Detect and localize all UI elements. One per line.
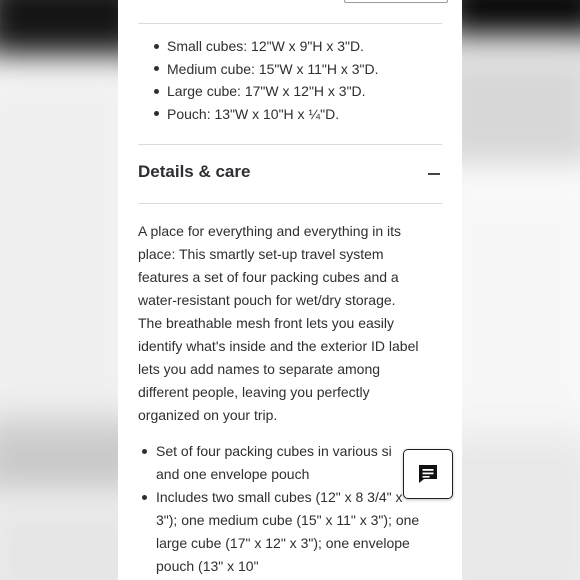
- list-item: [154, 80, 379, 103]
- description-line: features a set of four packing cubes and a: [138, 269, 399, 285]
- top-control-fragment: [344, 0, 448, 3]
- list-item: [154, 103, 379, 126]
- description-line: water-resistant pouch for wet/dry storage.: [138, 292, 396, 308]
- description-line: The breathable mesh front lets you easily: [138, 315, 395, 331]
- divider: [138, 23, 442, 24]
- chat-feedback-icon: [416, 462, 440, 486]
- list-item-text: Large cube: 17"W x 12"H x 3"D.: [167, 83, 366, 99]
- description-line: different people, leaving you perfectly: [138, 384, 370, 400]
- feature-line: 3"); one medium cube (15" x 11" x 3"); one: [156, 512, 420, 528]
- details-care-heading[interactable]: Details & care: [138, 162, 251, 181]
- feature-line: pouch (13" x 10": [156, 558, 259, 574]
- list-item-text: Pouch: 13"W x 10"H x ¼"D.: [167, 105, 340, 122]
- feedback-chat-button[interactable]: [403, 449, 453, 499]
- bullet-icon: [154, 89, 159, 94]
- bullet-icon: [154, 44, 159, 49]
- divider: [138, 203, 442, 204]
- feature-line: and one envelope pouch: [156, 466, 310, 482]
- description-line: identify what's inside and the exterior ID label: [138, 338, 419, 354]
- bullet-icon: [154, 66, 159, 71]
- list-item: [138, 486, 462, 578]
- dimensions-list: [154, 35, 379, 125]
- list-item-text: Medium cube: 15"W x 11"H x 3"D.: [167, 60, 379, 77]
- list-item: [154, 35, 379, 58]
- bullet-icon: [154, 111, 159, 116]
- feature-line: Set of four packing cubes in various si: [156, 443, 392, 459]
- description-line: lets you add names to separate among: [138, 361, 381, 377]
- bullet-icon: [142, 495, 147, 500]
- list-item: [154, 58, 379, 81]
- product-description: [138, 220, 442, 427]
- list-item-text: Small cubes: 12"W x 9"H x 3"D.: [167, 38, 364, 54]
- minus-icon: [428, 173, 440, 175]
- feature-line: Includes two small cubes (12" x 8 3/4" x: [156, 489, 403, 505]
- feature-line: large cube (17" x 12" x 3"); one envelope: [156, 535, 410, 551]
- blurred-backdrop-right: [460, 0, 580, 580]
- blurred-backdrop-left: [0, 0, 118, 580]
- collapse-section-button[interactable]: [424, 164, 444, 184]
- bullet-icon: [142, 449, 147, 454]
- description-line: A place for everything and everything in its: [138, 223, 402, 239]
- description-line: place: This smartly set-up travel system: [138, 246, 384, 262]
- description-line: organized on your trip.: [138, 407, 278, 423]
- divider: [138, 144, 442, 145]
